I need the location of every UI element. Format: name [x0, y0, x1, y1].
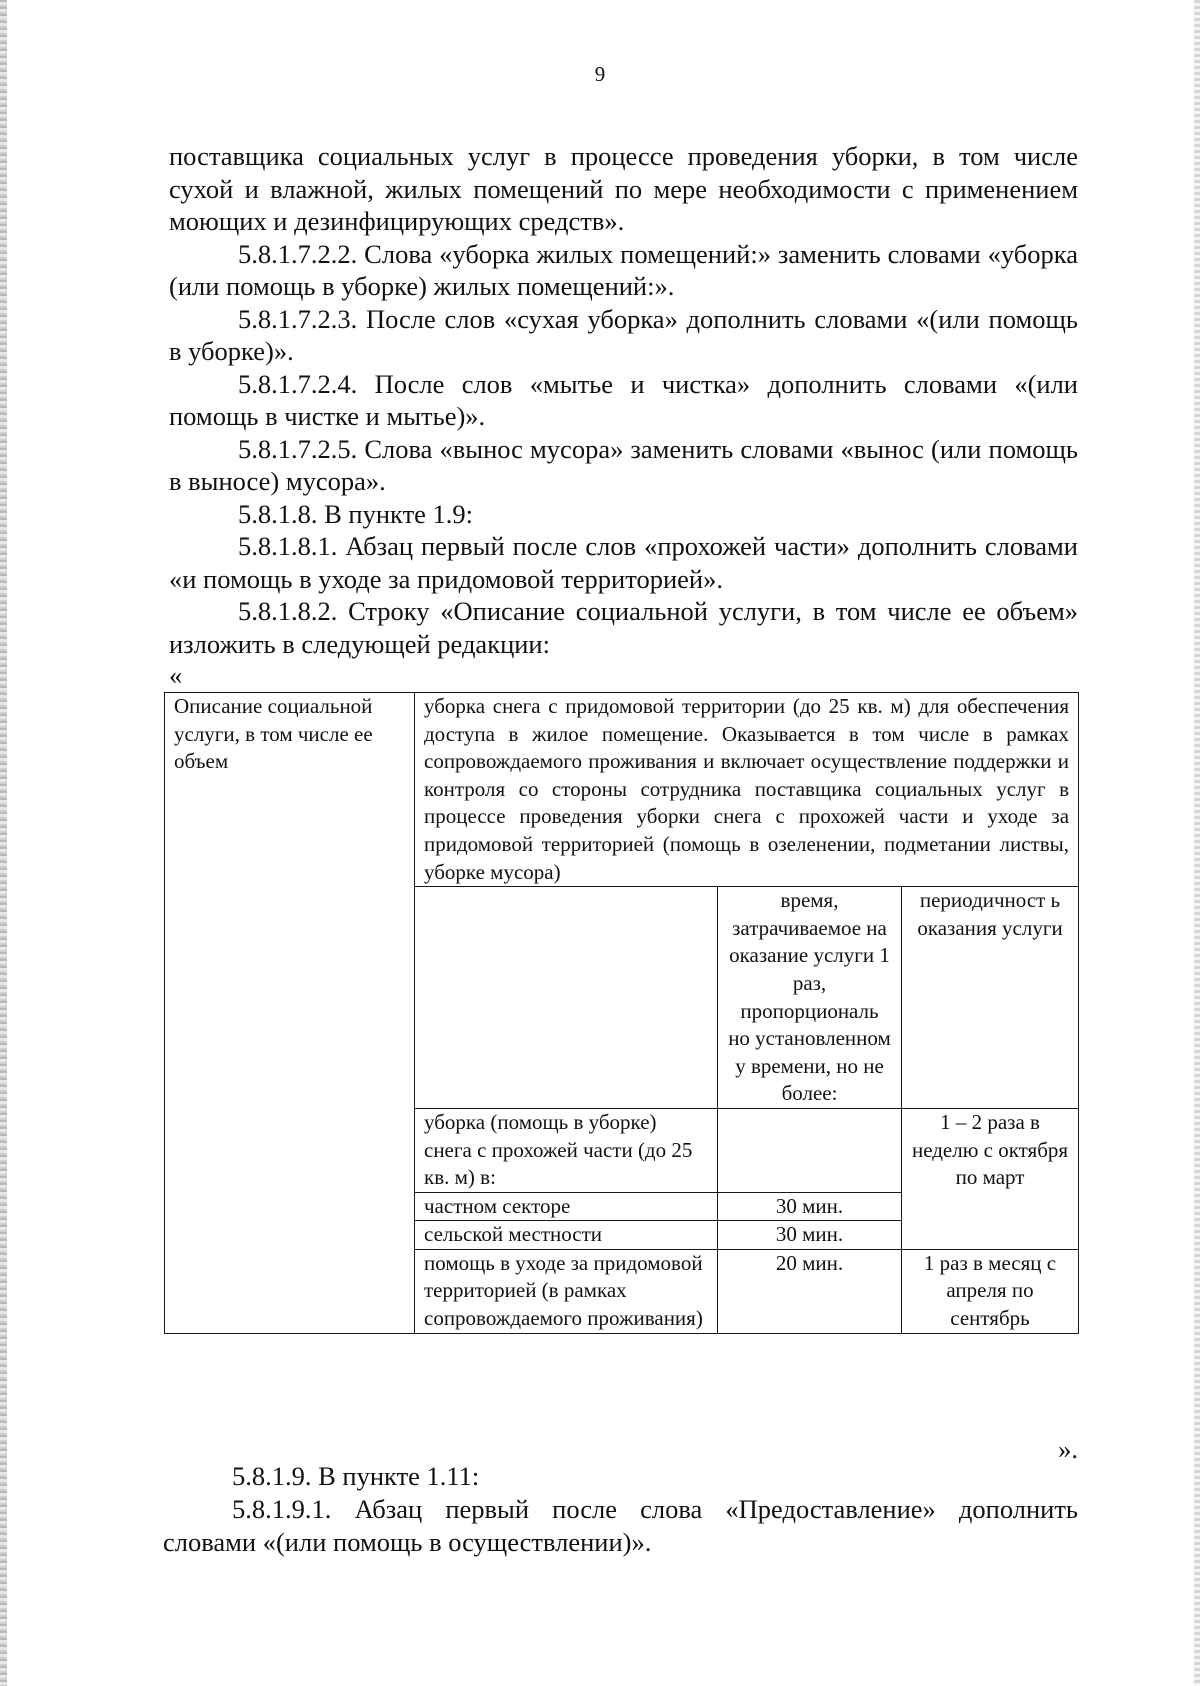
service-description-table [164, 692, 1079, 1334]
frequency-cell-yard-care: 1 раз в месяц с апреля по сентябрь [902, 1249, 1079, 1333]
service-cell-snow-removal: уборка (помощь в уборке) снега с прохожей части (до 25 кв. м) в: [415, 1108, 718, 1192]
paragraph-5-8-1-8-2: 5.8.1.8.2. Строку «Описание социальной услуги, в том числе ее объем» изложить в следующей редакции: [169, 596, 1078, 659]
time-header-cell: время, затрачиваемое на оказание услуги 1 раз, пропорциональ но установленном у времени, но не более: [718, 887, 902, 1109]
document-body [169, 140, 1078, 690]
time-cell-snow-removal [718, 1108, 902, 1192]
time-cell-private-sector: 30 мин. [718, 1192, 902, 1221]
paragraph-5-8-1-9-1: 5.8.1.9.1. Абзац первый после слова «Предоставление» дополнить словами «(или помощь в осуществлении)». [163, 1494, 1078, 1557]
time-cell-yard-care: 20 мин. [718, 1249, 902, 1333]
time-cell-rural-area: 30 мин. [718, 1221, 902, 1250]
row-label-cell: Описание социальной услуги, в том числе ее объем [165, 693, 415, 1334]
paragraph-continuation: поставщика социальных услуг в процессе проведения уборки, в том числе сухой и влажной, жилых помещений по мере необходимости с применением моющих и дезинфицирующих средств». [169, 141, 1078, 236]
empty-header-cell [415, 887, 718, 1109]
service-cell-private-sector: частном секторе [415, 1192, 718, 1221]
table-row-description [165, 693, 1079, 887]
frequency-header-cell: периодичност ь оказания услуги [902, 887, 1079, 1109]
paragraph-5-8-1-7-2-2: 5.8.1.7.2.2. Слова «уборка жилых помещений:» заменить словами «уборка (или помощь в уборке) жилых помещений:». [169, 238, 1078, 301]
paragraph-5-8-1-9: 5.8.1.9. В пункте 1.11: [232, 1461, 480, 1491]
service-cell-yard-care: помощь в уходе за придомовой территорией (в рамках сопровождаемого проживания) [415, 1249, 718, 1333]
page-number: 9 [594, 62, 606, 86]
quote-close: ». [1058, 1434, 1078, 1464]
frequency-cell-snow: 1 – 2 раза в неделю с октября по март [902, 1108, 1079, 1249]
scan-edge-right [1194, 0, 1200, 1686]
document-footer [163, 1460, 1078, 1559]
paragraph-5-8-1-8: 5.8.1.8. В пункте 1.9: [238, 498, 474, 529]
service-description-cell: уборка снега с придомовой территории (до 25 кв. м) для обеспечения доступа в жилое помещение. Оказывается в том числе в рамках сопровождаемого проживания и включает осуществление поддержки и контроля со стороны сотрудника поставщика социальных услуг в процессе проведения уборки снега с прохожей части и уходе за придомовой территорией (помощь в озеленении, подметании листвы, уборке мусора) [415, 693, 1079, 887]
quote-open: « [169, 660, 183, 690]
paragraph-5-8-1-7-2-4: 5.8.1.7.2.4. После слов «мытье и чистка» дополнить словами «(или помощь в чистке и мытье)». [169, 368, 1078, 431]
paragraph-5-8-1-7-2-5: 5.8.1.7.2.5. Слова «вынос мусора» заменить словами «вынос (или помощь в выносе) мусора». [169, 433, 1078, 496]
paragraph-5-8-1-7-2-3: 5.8.1.7.2.3. После слов «сухая уборка» дополнить словами «(или помощь в уборке)». [169, 303, 1078, 366]
paragraph-5-8-1-8-1: 5.8.1.8.1. Абзац первый после слов «прохожей части» дополнить словами «и помощь в уходе за придомовой территорией». [169, 531, 1078, 594]
service-cell-rural-area: сельской местности [415, 1221, 718, 1250]
